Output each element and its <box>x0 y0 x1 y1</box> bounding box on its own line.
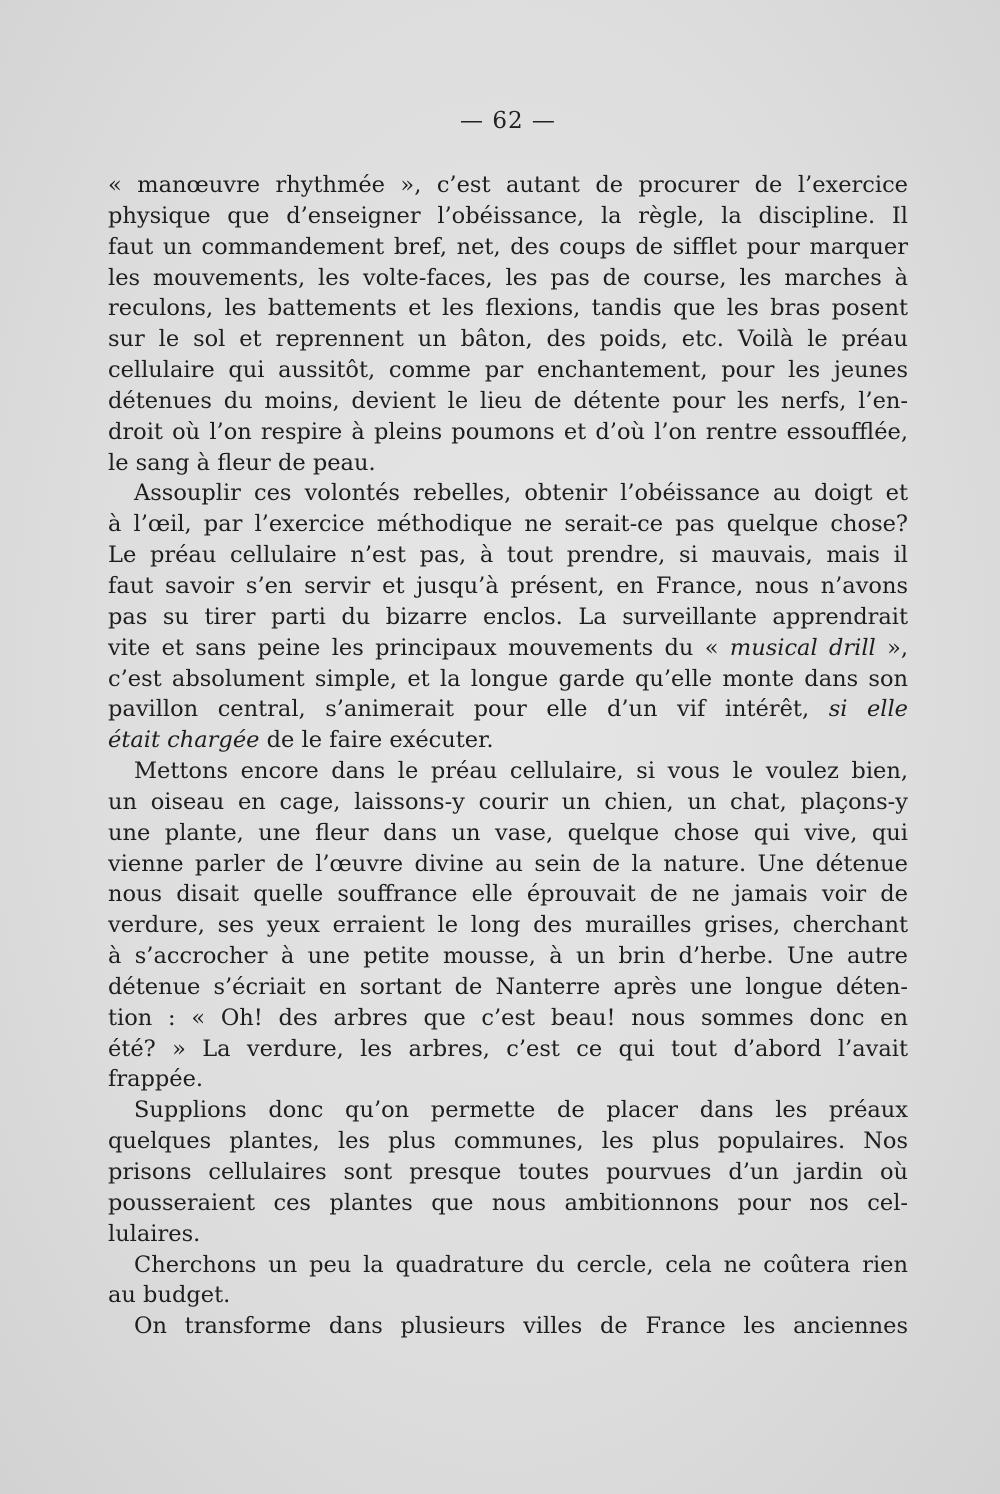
text-line: lulaires. <box>108 1220 201 1247</box>
paragraph-6 <box>108 1311 908 1342</box>
text-line: droit où l’on respire à pleins poumons et d’où l’on rentre essoufflée, <box>108 418 908 445</box>
text-line: les mouvements, les volte-faces, les pas de course, les marches à <box>108 264 908 291</box>
text-line: un oiseau en cage, laissons-y courir un chien, un chat, plaçons-y <box>108 788 908 815</box>
italic-term: si elle <box>828 696 908 723</box>
text-line: été? » La verdure, les arbres, c’est ce qui tout d’abord l’avait <box>108 1035 908 1062</box>
text-line: frappée. <box>108 1066 204 1093</box>
body-text <box>108 170 908 1342</box>
text-line: à l’œil, par l’exercice méthodique ne serait-ce pas quelque chose? <box>108 511 908 538</box>
text-line: Supplions donc qu’on permette de placer dans les préaux <box>134 1097 908 1124</box>
text-line: tion : « Oh! des arbres que c’est beau! nous sommes donc en <box>108 1004 908 1031</box>
text-line: faut savoir s’en servir et jusqu’à présent, en France, nous n’avons <box>108 572 908 599</box>
page-number: — 62 — <box>460 108 556 134</box>
text-line: nous disait quelle souffrance elle éprouvait de ne jamais voir de <box>108 881 908 908</box>
text-line: Mettons encore dans le préau cellulaire, si vous le voulez bien, <box>134 758 908 785</box>
text-line: pas su tirer parti du bizarre enclos. La surveillante apprendrait <box>108 603 908 630</box>
text-segment: », <box>875 634 908 661</box>
text-segment: vite et sans peine les principaux mouvements du « <box>108 634 730 661</box>
paragraph-4 <box>108 1095 908 1249</box>
italic-term: était chargée <box>108 727 260 754</box>
text-line: faut un commandement bref, net, des coups de sifflet pour marquer <box>108 233 908 260</box>
text-line: sur le sol et reprennent un bâton, des poids, etc. Voilà le préau <box>108 326 908 353</box>
text-line: détenues du moins, devient le lieu de détente pour les nerfs, l’en- <box>108 387 908 414</box>
text-line: une plante, une fleur dans un vase, quelque chose qui vive, qui <box>108 819 908 846</box>
text-line: On transforme dans plusieurs villes de France les anciennes <box>134 1313 908 1340</box>
text-line <box>108 633 908 664</box>
text-line: Le préau cellulaire n’est pas, à tout prendre, si mauvais, mais il <box>108 542 908 569</box>
paragraph-2 <box>108 478 908 756</box>
paragraph-1 <box>108 170 908 478</box>
paragraph-5 <box>108 1250 908 1312</box>
text-line: physique que d’enseigner l’obéissance, la règle, la discipline. Il <box>108 202 908 229</box>
text-line: le sang à fleur de peau. <box>108 449 376 476</box>
text-line: « manœuvre rhythmée », c’est autant de procurer de l’exercice <box>108 172 908 198</box>
text-line <box>108 725 908 756</box>
text-line: détenue s’écriait en sortant de Nanterre après une longue déten- <box>108 973 908 1000</box>
text-line: verdure, ses yeux erraient le long des murailles grises, cherchant <box>108 912 908 939</box>
text-line: c’est absolument simple, et la longue garde qu’elle monte dans son <box>108 665 908 692</box>
italic-term: musical drill <box>729 634 876 661</box>
text-line: reculons, les battements et les flexions, tandis que les bras posent <box>108 295 908 322</box>
text-line: quelques plantes, les plus communes, les plus populaires. Nos <box>108 1128 908 1155</box>
text-line <box>108 694 908 725</box>
text-segment: de le faire exécuter. <box>259 727 494 754</box>
text-line: prisons cellulaires sont presque toutes pourvues d’un jardin où <box>108 1159 908 1185</box>
text-line: pousseraient ces plantes que nous ambitionnons pour nos cel- <box>108 1189 908 1216</box>
text-line: Assouplir ces volontés rebelles, obtenir l’obéissance au doigt et <box>134 480 908 507</box>
text-segment: pavillon central, s’animerait pour elle d’un vif intérêt, <box>108 696 829 723</box>
text-line: au budget. <box>108 1282 231 1309</box>
text-line: à s’accrocher à une petite mousse, à un brin d’herbe. Une autre <box>108 943 908 970</box>
text-line: vienne parler de l’œuvre divine au sein de la nature. Une détenue <box>108 850 908 877</box>
text-line: Cherchons un peu la quadrature du cercle, cela ne coûtera rien <box>134 1251 908 1278</box>
paragraph-3 <box>108 756 908 1095</box>
text-line: cellulaire qui aussitôt, comme par enchantement, pour les jeunes <box>108 357 908 384</box>
